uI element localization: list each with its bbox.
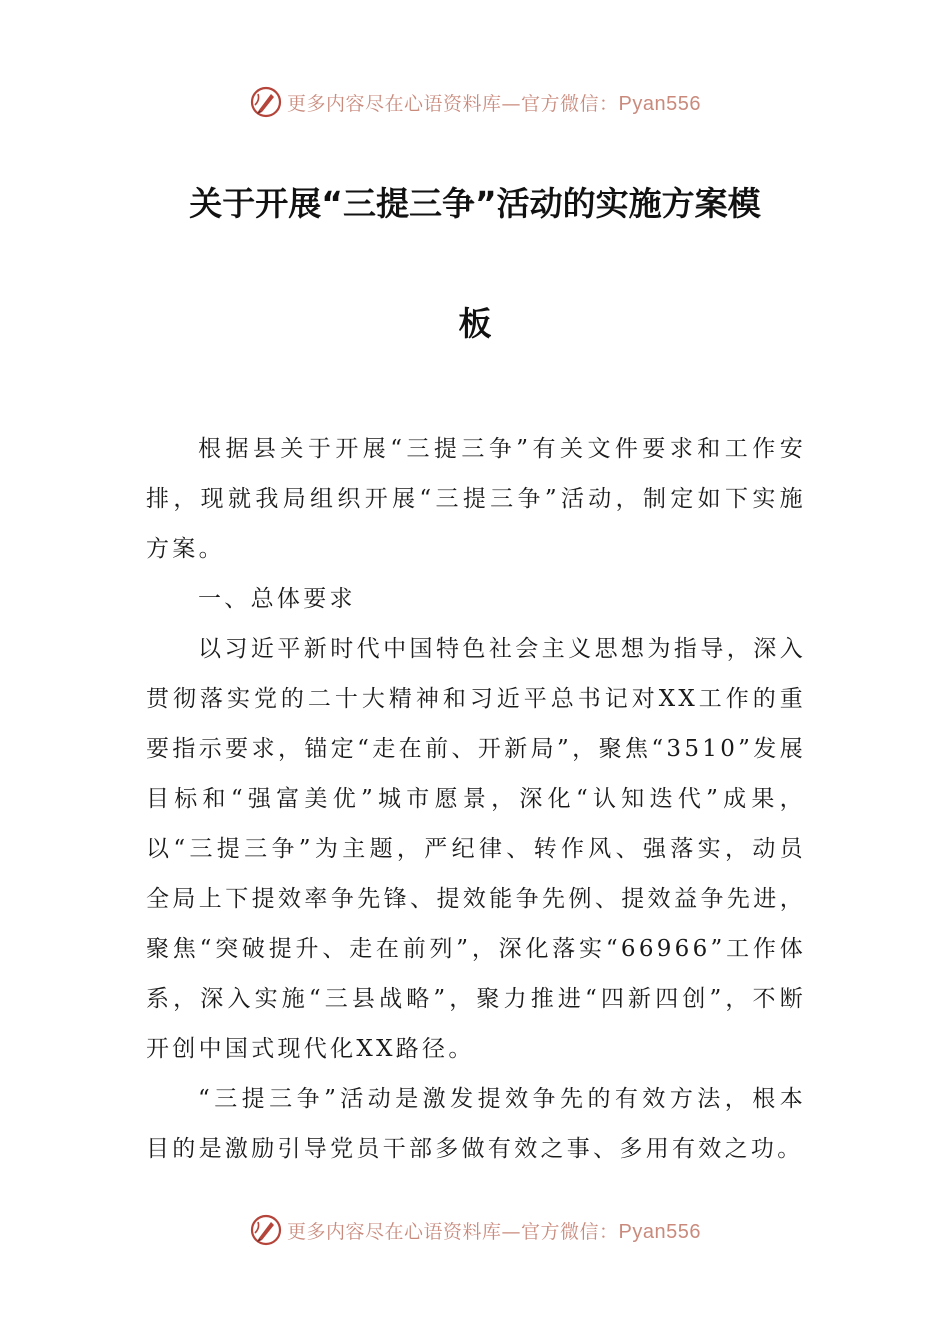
pen-logo-icon [249,85,283,119]
watermark-text: 更多内容尽在心语资料库—官方微信： [287,92,619,115]
header-watermark [0,82,950,122]
section-heading-general-requirements: 一、总体要求 [198,586,356,612]
pen-logo-icon [249,1213,283,1247]
watermark-wechat-id: Pyan556 [618,1220,701,1243]
document-body [146,424,806,1174]
paragraph-guiding-ideology: 以习近平新时代中国特色社会主义思想为指导，深入贯彻落实党的二十大精神和习近平总书记对XX工作的重要指示要求，锚定“走在前、开新局”，聚焦“3510”发展目标和“强富美优”城市愿景，深化“认知迭代”成果，以“三提三争”为主题，严纪律、转作风、强落实，动员全局上下提效率争先锋、提效能争先例、提效益争先进，聚焦“突破提升、走在前列”，深化落实“66966”工作体系，深入实施“三县战略”，聚力推进“四新四创”，不断开创中国式现代化XX路径。 [146,636,806,1062]
footer-watermark [0,1210,950,1250]
paragraph-intro: 根据县关于开展“三提三争”有关文件要求和工作安排，现就我局组织开展“三提三争”活动，制定如下实施方案。 [146,436,806,562]
watermark-wechat-id: Pyan556 [618,92,701,115]
paragraph-activity-purpose: “三提三争”活动是激发提效争先的有效方法，根本目的是激励引导党员干部多做有效之事、多用有效之功。 [146,1086,806,1162]
document-title-line2: 板 [458,304,492,343]
watermark-text: 更多内容尽在心语资料库—官方微信： [287,1220,619,1243]
document-title-line1: 关于开展“三提三争”活动的实施方案模 [189,184,761,223]
